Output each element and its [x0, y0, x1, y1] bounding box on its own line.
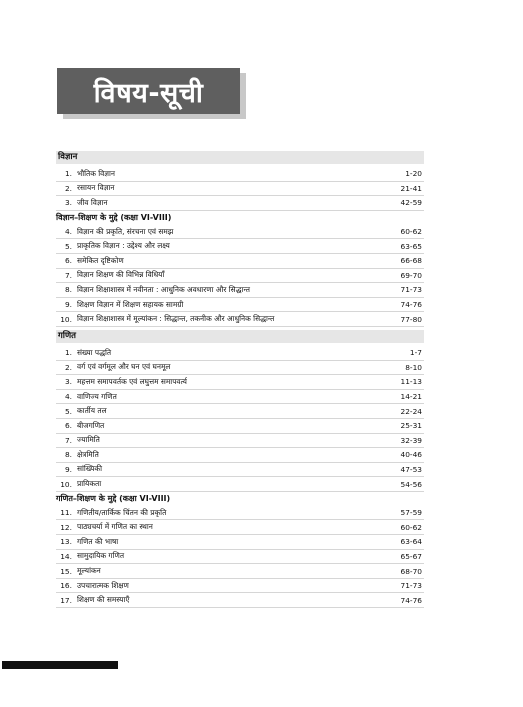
toc-entry: [56, 463, 424, 478]
toc-entry: [56, 434, 424, 449]
toc-entry: [56, 404, 424, 419]
entry-pages: 11-13: [400, 377, 422, 387]
entry-pages: 57-59: [400, 508, 422, 518]
section-heading-science: विज्ञान: [56, 151, 424, 164]
entry-title: क्षेत्रमिति: [77, 449, 99, 459]
entry-title: शिक्षण विज्ञान में शिक्षण सहायक सामग्री: [77, 299, 184, 309]
toc-entry: [56, 477, 424, 492]
section-list-science-pedagogy: [56, 225, 424, 327]
page-title: विषय-सूची: [93, 77, 204, 109]
entry-pages: 63-65: [400, 241, 422, 251]
toc-entry: [56, 375, 424, 390]
toc-entry: [56, 225, 424, 240]
entry-title: समेकित दृष्टिकोण: [77, 255, 124, 265]
entry-number: 12.: [60, 522, 72, 532]
toc-entry: [56, 419, 424, 434]
entry-number: 8.: [64, 285, 72, 295]
toc-entry: [56, 361, 424, 376]
entry-title: वर्ग एवं वर्गमूल और घन एवं घनमूल: [77, 362, 171, 372]
entry-pages: 71-73: [400, 581, 422, 591]
entry-title: प्राकृतिक विज्ञान : उद्देश्य और लक्ष्य: [77, 241, 170, 251]
entry-title: भौतिक विज्ञान: [77, 168, 116, 178]
entry-number: 1.: [64, 348, 72, 358]
entry-pages: 8-10: [405, 362, 422, 372]
entry-number: 9.: [64, 300, 72, 310]
toc-entry: [56, 448, 424, 463]
entry-pages: 74-76: [400, 300, 422, 310]
entry-number: 8.: [64, 450, 72, 460]
entry-number: 2.: [64, 362, 72, 372]
subheading-science-pedagogy: विज्ञान–शिक्षण के मुद्दे (कक्षा VI-VIII): [56, 212, 172, 222]
entry-number: 6.: [64, 421, 72, 431]
toc-entry: [56, 298, 424, 313]
entry-pages: 25-31: [400, 421, 422, 431]
entry-number: 5.: [64, 241, 72, 251]
entry-title: ज्यामिति: [77, 435, 100, 445]
footer-bar: [2, 661, 118, 669]
entry-pages: 40-46: [400, 450, 422, 460]
entry-number: 5.: [64, 406, 72, 416]
table-of-contents: [56, 151, 424, 608]
entry-pages: 63-64: [400, 537, 422, 547]
entry-title: गणित की भाषा: [77, 536, 119, 546]
entry-title: रसायन विज्ञान: [77, 183, 115, 193]
toc-entry: [56, 390, 424, 405]
entry-title: सामुदायिक गणित: [77, 551, 125, 561]
entry-title: पाठ्यचर्या में गणित का स्थान: [77, 522, 153, 532]
toc-entry: [56, 182, 424, 197]
entry-pages: 54-56: [400, 479, 422, 489]
entry-number: 11.: [60, 508, 72, 518]
title-banner: [57, 68, 246, 114]
toc-entry: [56, 196, 424, 211]
entry-title: कार्तीय तल: [77, 406, 107, 416]
toc-entry: [56, 312, 424, 327]
entry-pages: 60-62: [400, 227, 422, 237]
entry-pages: 22-24: [400, 406, 422, 416]
entry-pages: 66-68: [400, 256, 422, 266]
entry-pages: 14-21: [400, 392, 422, 402]
entry-number: 3.: [64, 198, 72, 208]
entry-title: महत्तम समापवर्तक एवं लघुत्तम समापवर्त्य: [77, 376, 187, 386]
entry-title: विज्ञान शिक्षाशास्त्र में मूल्यांकन : सिद्धान्त, तकनीक और आधुनिक सिद्धान्त: [77, 314, 275, 324]
entry-pages: 69-70: [400, 270, 422, 280]
entry-title: बीजगणित: [77, 420, 105, 430]
entry-title: उपचारात्मक शिक्षण: [77, 580, 129, 590]
entry-pages: 47-53: [400, 464, 422, 474]
toc-entry: [56, 283, 424, 298]
entry-title: शिक्षण की समस्याएँ: [77, 595, 130, 605]
toc-entry: [56, 506, 424, 521]
toc-entry: [56, 520, 424, 535]
entry-number: 15.: [60, 566, 72, 576]
entry-pages: 77-80: [400, 314, 422, 324]
entry-title: विज्ञान की प्रकृति, संरचना एवं समझ: [77, 226, 174, 236]
entry-pages: 1-7: [409, 348, 422, 358]
entry-number: 7.: [64, 270, 72, 280]
entry-number: 6.: [64, 256, 72, 266]
entry-number: 4.: [64, 227, 72, 237]
toc-entry: [56, 239, 424, 254]
entry-title: वाणिज्य गणित: [77, 391, 117, 401]
entry-number: 13.: [60, 537, 72, 547]
entry-number: 4.: [64, 392, 72, 402]
subheading-maths-pedagogy: गणित–शिक्षण के मुद्दे (कक्षा VI-VIII): [56, 493, 171, 503]
entry-number: 3.: [64, 377, 72, 387]
entry-number: 9.: [64, 464, 72, 474]
entry-number: 17.: [60, 595, 72, 605]
entry-title: गणितीय/तार्किक चिंतन की प्रकृति: [77, 507, 167, 517]
section-heading-maths: गणित: [56, 330, 424, 343]
toc-entry: [56, 593, 424, 608]
entry-number: 10.: [60, 479, 72, 489]
entry-pages: 71-73: [400, 285, 422, 295]
entry-title: विज्ञान शिक्षाशास्त्र में नवीनता : आधुनिक अवधारणा और सिद्धान्त: [77, 284, 250, 294]
entry-title: प्रायिकता: [77, 479, 102, 489]
entry-title: सांख्यिकी: [77, 464, 103, 474]
toc-entry: [56, 346, 424, 361]
entry-number: 1.: [64, 169, 72, 179]
entry-title: विज्ञान शिक्षण की विभिन्न विधियाँ: [77, 270, 165, 280]
entry-title: मूल्यांकन: [77, 566, 101, 576]
toc-entry: [56, 579, 424, 594]
section-list-maths: [56, 346, 424, 492]
entry-number: 16.: [60, 581, 72, 591]
entry-number: 2.: [64, 183, 72, 193]
entry-title: जीव विज्ञान: [77, 197, 108, 207]
entry-pages: 74-76: [400, 595, 422, 605]
entry-pages: 65-67: [400, 551, 422, 561]
entry-pages: 21-41: [400, 183, 422, 193]
toc-entry: [56, 535, 424, 550]
toc-entry: [56, 269, 424, 284]
entry-pages: 68-70: [400, 566, 422, 576]
toc-entry: [56, 564, 424, 579]
entry-number: 10.: [60, 314, 72, 324]
entry-pages: 32-39: [400, 435, 422, 445]
toc-entry: [56, 254, 424, 269]
toc-entry: [56, 550, 424, 565]
entry-number: 14.: [60, 551, 72, 561]
entry-number: 7.: [64, 435, 72, 445]
toc-entry: [56, 167, 424, 182]
entry-pages: 1-20: [405, 169, 422, 179]
entry-pages: 60-62: [400, 522, 422, 532]
section-list-science: [56, 167, 424, 211]
entry-pages: 42-59: [400, 198, 422, 208]
section-list-maths-pedagogy: [56, 506, 424, 608]
entry-title: संख्या पद्धति: [77, 347, 112, 357]
title-box: [57, 68, 240, 114]
